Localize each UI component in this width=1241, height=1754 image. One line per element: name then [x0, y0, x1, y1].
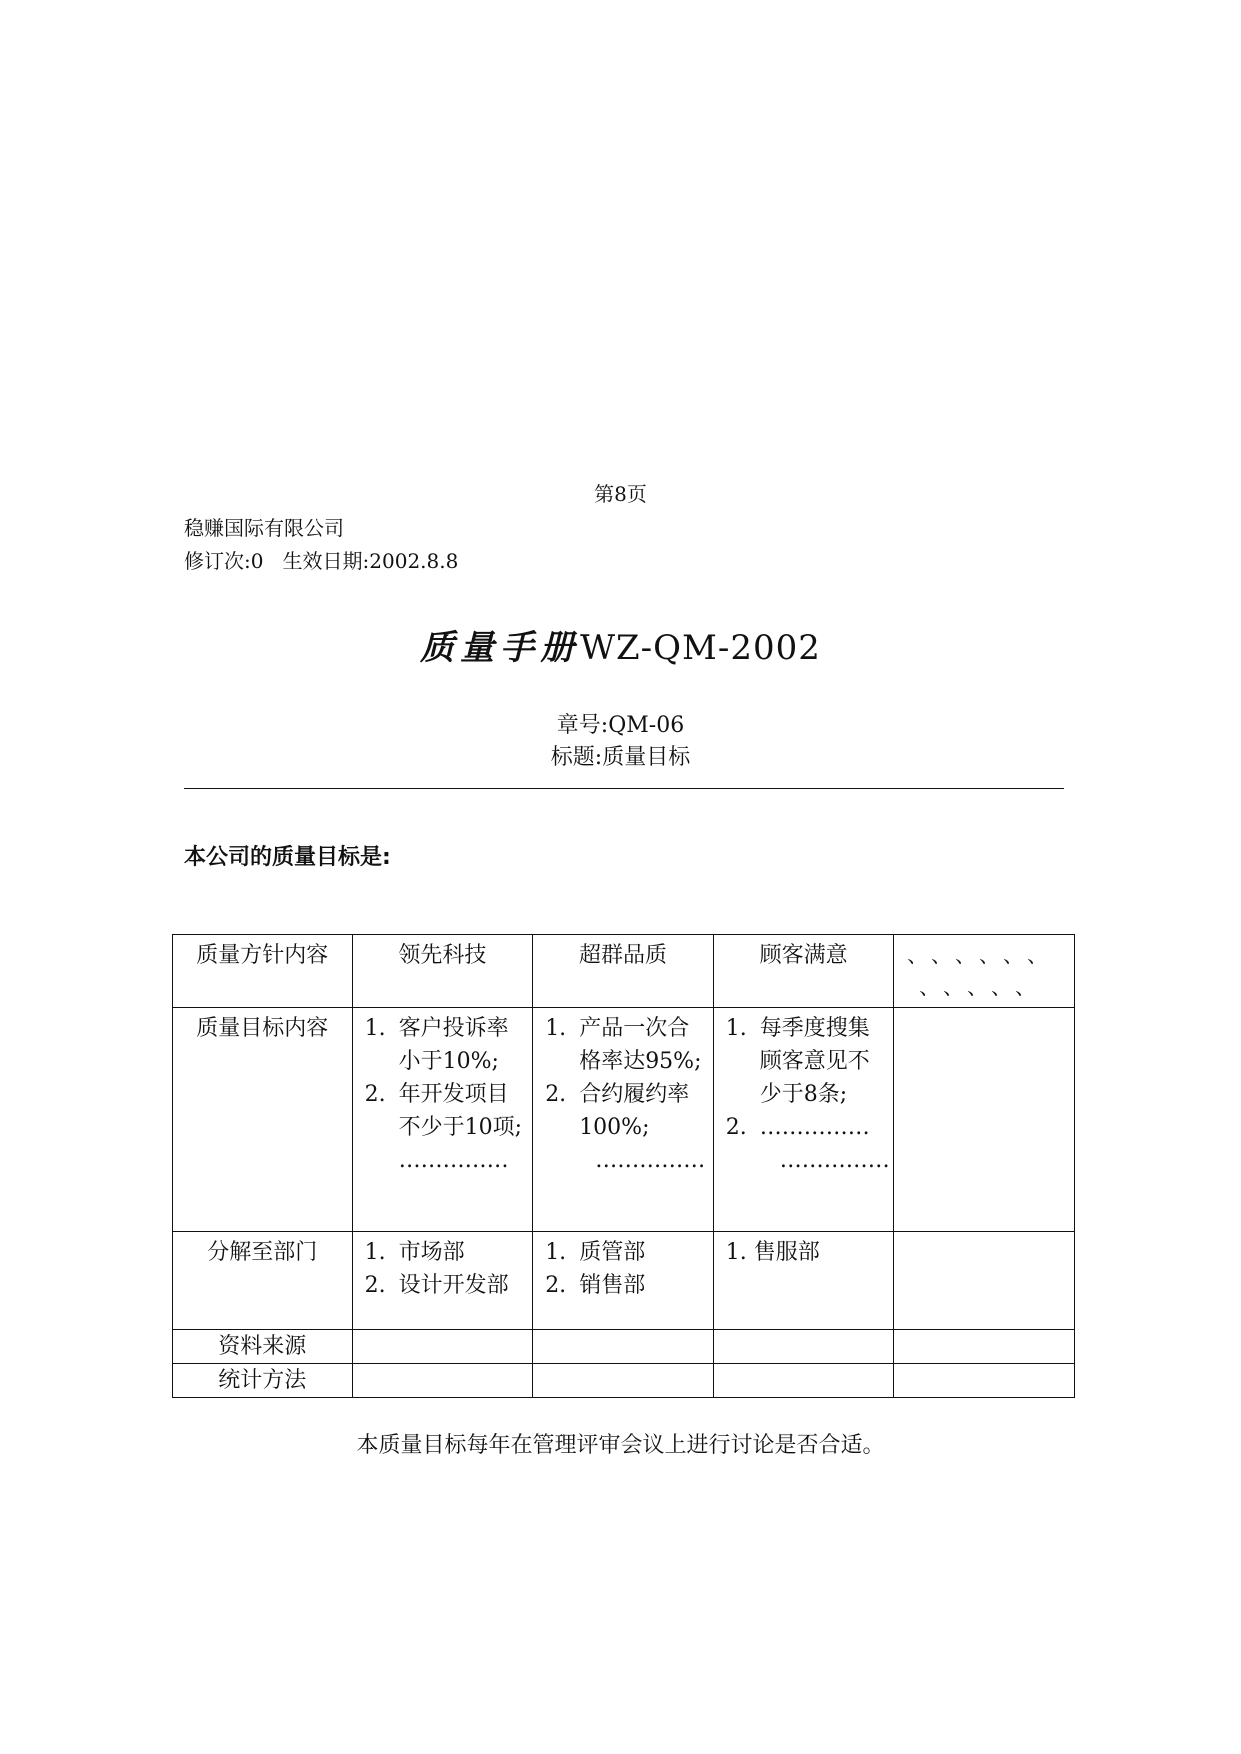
dept-col1: [352, 1232, 533, 1330]
company-name: 稳赚国际有限公司: [184, 516, 344, 540]
chapter-number: 章号:QM-06: [556, 713, 685, 738]
item-number: 2.: [364, 1082, 386, 1107]
source-col2: [533, 1330, 714, 1364]
item-number: 2.: [545, 1082, 567, 1107]
method-col4: [894, 1364, 1075, 1398]
policy-extra-line2: 、、、、、: [919, 975, 1050, 999]
table-row-source: [173, 1330, 1075, 1364]
item-text: 合约履约率100%;: [579, 1082, 690, 1140]
dept-col2: [533, 1232, 714, 1330]
chapter-subject: 标题:质量目标: [550, 745, 691, 770]
goals-col1: [352, 1008, 533, 1232]
table-row-departments: [173, 1232, 1075, 1330]
source-col1: [352, 1330, 533, 1364]
ellipsis: ……………: [779, 1148, 890, 1173]
source-col4: [894, 1330, 1075, 1364]
policy-tech: 领先科技: [352, 935, 533, 1008]
item-number: 1.: [725, 1016, 747, 1041]
item-text: 年开发项目不少于10项;: [398, 1082, 523, 1140]
item-text: 每季度搜集顾客意见不少于8条;: [759, 1016, 870, 1107]
item-text: 产品一次合格率达95%;: [579, 1016, 702, 1074]
dept-col4: [894, 1232, 1075, 1330]
table-row-goals: [173, 1008, 1075, 1232]
item-number: 2.: [364, 1273, 386, 1298]
method-col2: [533, 1364, 714, 1398]
row-label-method: 统计方法: [173, 1364, 353, 1398]
ellipsis: ……………: [595, 1148, 706, 1173]
footer-note: 本质量目标每年在管理评审会议上进行讨论是否合适。: [356, 1433, 885, 1458]
goals-col2: [533, 1008, 714, 1232]
item-text: 设计开发部: [398, 1273, 509, 1298]
method-col1: [352, 1364, 533, 1398]
goals-col4: [894, 1008, 1075, 1232]
list-item: [539, 1269, 707, 1302]
item-text: 质管部: [579, 1240, 646, 1265]
list-item: [359, 1012, 527, 1078]
row-label-policy: 质量方针内容: [173, 935, 353, 1008]
ellipsis: ……………: [398, 1148, 509, 1173]
policy-quality: 超群品质: [533, 935, 714, 1008]
goals-col3: [713, 1008, 894, 1232]
item-text: 市场部: [398, 1240, 465, 1265]
item-number: 1.: [364, 1016, 386, 1041]
source-col3: [713, 1330, 894, 1364]
intro-heading: 本公司的质量目标是:: [184, 845, 391, 870]
list-item: [359, 1078, 527, 1144]
item-number: 2.: [545, 1273, 567, 1298]
revision-info: 修订次:0 生效日期:2002.8.8: [184, 549, 459, 573]
quality-goals-table: [172, 934, 1075, 1398]
item-number: 1.: [545, 1240, 567, 1265]
policy-extra: [894, 935, 1075, 1008]
item-number: 1.: [364, 1240, 386, 1265]
list-item: [359, 1236, 527, 1269]
list-item: [539, 1078, 707, 1144]
row-label-departments: 分解至部门: [173, 1232, 353, 1330]
table-row-policy: [173, 935, 1075, 1008]
item-text: ……………: [759, 1115, 870, 1140]
table-row-method: [173, 1364, 1075, 1398]
row-label-source: 资料来源: [173, 1330, 353, 1364]
policy-satisfaction: 顾客满意: [713, 935, 894, 1008]
policy-extra-line1: 、、、、、、: [907, 943, 1062, 967]
list-item: [539, 1012, 707, 1078]
manual-title-cn: 质量手册: [420, 628, 581, 668]
list-item: [359, 1269, 527, 1302]
item-text: 1. 售服部: [725, 1240, 820, 1265]
dept-col3: [713, 1232, 894, 1330]
method-col3: [713, 1364, 894, 1398]
title-divider: [184, 788, 1064, 789]
page-number: 第8页: [594, 482, 647, 506]
list-item: [720, 1111, 888, 1144]
manual-title-code: WZ-QM-2002: [580, 628, 821, 668]
item-text: 销售部: [579, 1273, 646, 1298]
list-item: [539, 1236, 707, 1269]
list-item: [720, 1012, 888, 1111]
row-label-goals: 质量目标内容: [173, 1008, 353, 1232]
item-number: 1.: [545, 1016, 567, 1041]
manual-title: [0, 620, 1241, 669]
item-number: 2.: [725, 1115, 747, 1140]
item-text: 客户投诉率小于10%;: [398, 1016, 509, 1074]
